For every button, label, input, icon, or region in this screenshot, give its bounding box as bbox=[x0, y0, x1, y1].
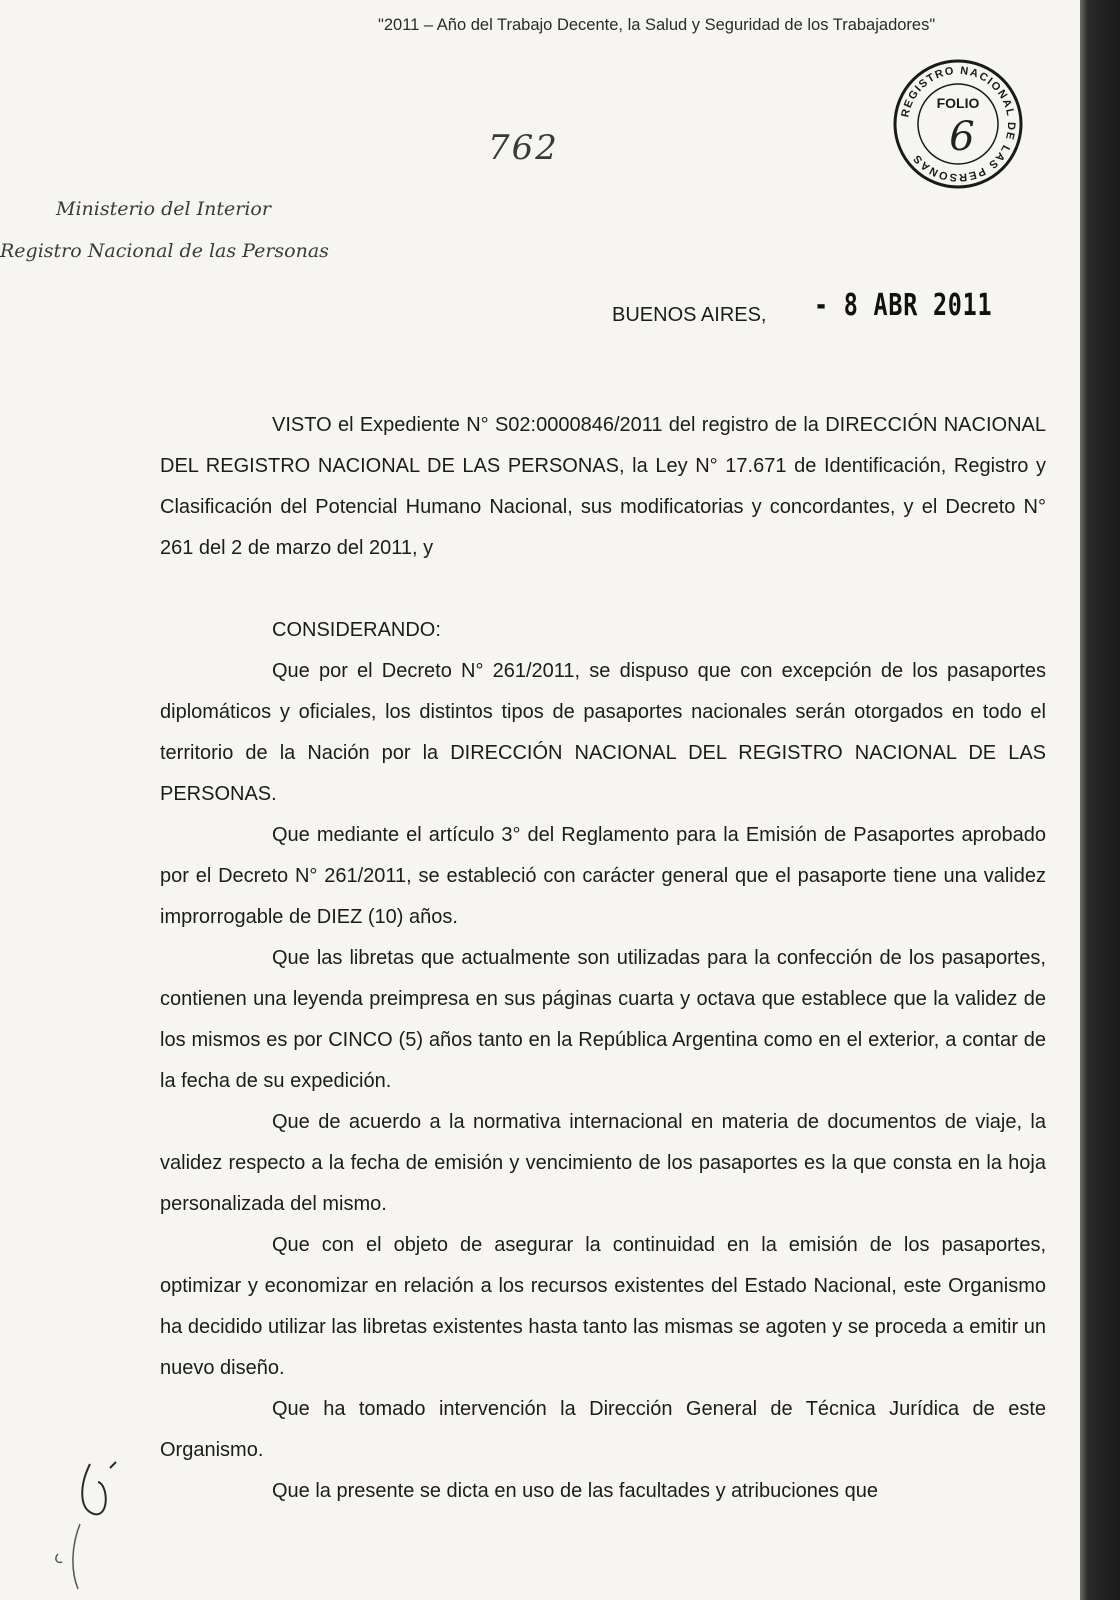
scan-edge-shadow bbox=[1080, 0, 1120, 1600]
ministry-letterhead: Ministerio del Interior bbox=[56, 198, 271, 220]
stamp-folio-number: 6 bbox=[949, 114, 975, 160]
body-paragraph: Que la presente se dicta en uso de las facultades y atribuciones que bbox=[272, 1480, 878, 1502]
body-paragraph: Que las libretas que actualmente son utilizadas para la confección de los pasaportes, contienen una leyenda preimpresa en sus páginas cuarta y octava que establece que la validez de los mismos es por CINCO (5) años tanto en la República Argentina como en el exterior, a contar de la fecha de su expedición. bbox=[160, 947, 1046, 1092]
body-paragraph: Que de acuerdo a la normativa internacional en materia de documentos de viaje, la validez respecto a la fecha de emisión y vencimiento de los pasaportes es la que consta en la hoja personalizada del mismo. bbox=[160, 1111, 1046, 1215]
visto-paragraph: VISTO el Expediente N° S02:0000846/2011 del registro de la DIRECCIÓN NACIONAL DEL REGISTRO NACIONAL DE LAS PERSONAS, la Ley N° 17.671 de Identificación, Registro y Clasificación del Potencial Humano Nacional, sus modificatorias y concordantes, y el Decreto N° 261 del 2 de marzo del 2011, y bbox=[160, 414, 1046, 559]
body-paragraph: Que mediante el artículo 3° del Reglamento para la Emisión de Pasaportes aprobado por el Decreto N° 261/2011, se estableció con carácter general que el pasaporte tiene una validez improrrogable de DIEZ (10) años. bbox=[160, 824, 1046, 928]
body-paragraph: Que ha tomado intervención la Dirección General de Técnica Jurídica de este Organismo. bbox=[160, 1398, 1046, 1461]
date-stamp: - 8 ABR 2011 bbox=[814, 288, 993, 323]
considerando-heading: CONSIDERANDO: bbox=[272, 619, 441, 641]
stamp-ring-text: REGISTRO NACIONAL DE LAS PERSONAS bbox=[899, 64, 1018, 184]
file-number: 762 bbox=[488, 128, 559, 168]
document-body bbox=[160, 405, 1046, 1512]
header-motto: "2011 – Año del Trabajo Decente, la Salud y Seguridad de los Trabajadores" bbox=[378, 16, 936, 34]
body-paragraph: Que con el objeto de asegurar la continuidad en la emisión de los pasaportes, optimizar y economizar en relación a los recursos existentes del Estado Nacional, este Organismo ha decidido utilizar las libretas existentes hasta tanto las mismas se agoten y se proceda a emitir un nuevo diseño. bbox=[160, 1234, 1046, 1379]
registry-letterhead: Registro Nacional de las Personas bbox=[0, 240, 329, 262]
place-label: BUENOS AIRES, bbox=[612, 304, 767, 326]
handwritten-initial-mark bbox=[50, 1454, 160, 1594]
stamp-folio-label: FOLIO bbox=[936, 95, 980, 111]
body-paragraph: Que por el Decreto N° 261/2011, se dispuso que con excepción de los pasaportes diplomáticos y oficiales, los distintos tipos de pasaportes nacionales serán otorgados en todo el territorio de la Nación por la DIRECCIÓN NACIONAL DEL REGISTRO NACIONAL DE LAS PERSONAS. bbox=[160, 660, 1046, 805]
folio-stamp bbox=[890, 56, 1026, 192]
